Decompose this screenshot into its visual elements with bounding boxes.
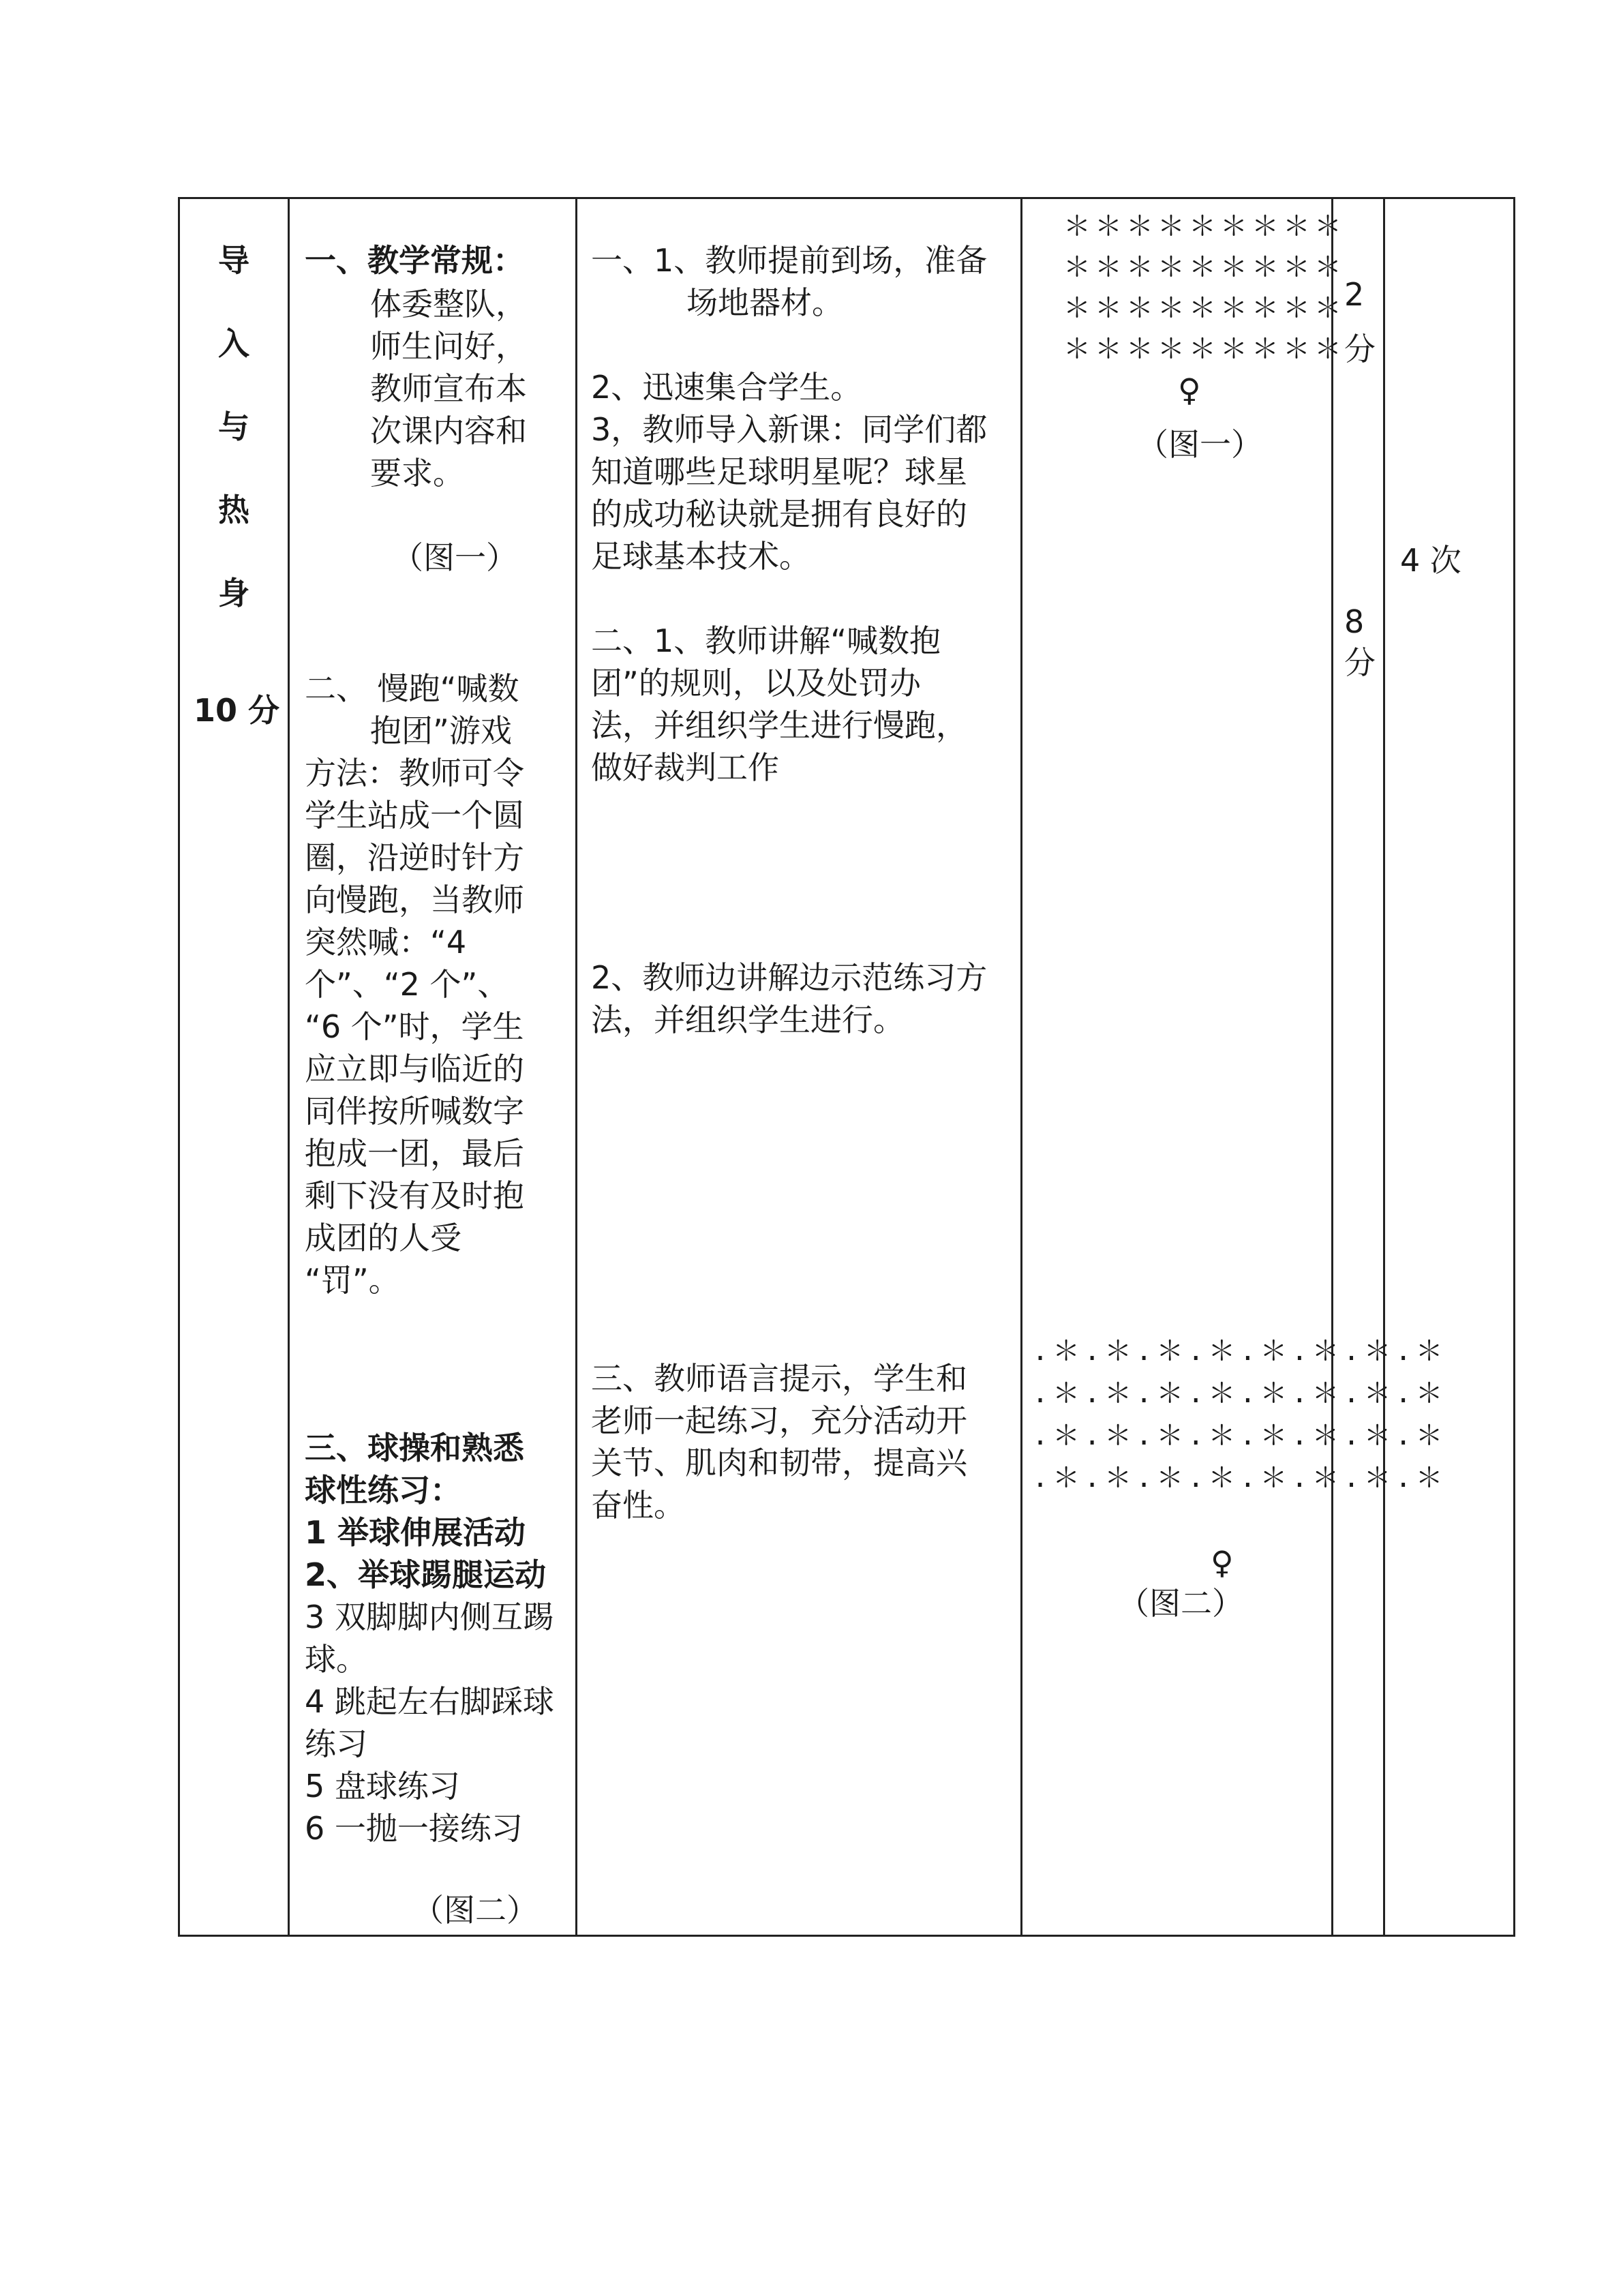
formation-row: ＊＊＊＊＊＊＊＊＊ — [1063, 211, 1346, 242]
lesson-table — [178, 197, 1515, 1937]
teacher-line: 法，并组织学生进行慢跑， — [591, 707, 967, 744]
teacher-line: 2、迅速集合学生。 — [591, 369, 862, 406]
teacher-line: 奋性。 — [591, 1487, 685, 1524]
section-char: 导 — [218, 242, 249, 279]
teacher-line: 场地器材。 — [686, 284, 843, 321]
teacher-line: 法，并组织学生进行。 — [591, 1001, 905, 1038]
formation-caption: （图二） — [1118, 1585, 1243, 1622]
teacher-line: 的成功秘诀就是拥有良好的 — [591, 496, 967, 532]
part1-line: 师生问好， — [370, 328, 527, 365]
time-value: 2 — [1344, 276, 1365, 313]
teacher-line: 3，教师导入新课：同学们都 — [591, 411, 988, 448]
teacher-line: 2、教师边讲解边示范练习方 — [591, 959, 988, 996]
teacher-line: 团”的规则，以及处罚办 — [591, 665, 921, 701]
part1-line: 要求。 — [370, 455, 464, 492]
teacher-line: 关节、肌肉和韧带，提高兴 — [591, 1445, 967, 1481]
teacher-position-icon: ♀ — [1178, 372, 1201, 408]
formation-row: ＊＊＊＊＊＊＊＊＊ — [1063, 292, 1346, 324]
part2-line: “罚”。 — [305, 1262, 400, 1299]
times-cell — [1385, 199, 1515, 1935]
time-cell — [1333, 199, 1383, 1935]
part3-item: 球。 — [305, 1641, 367, 1678]
content-cell — [290, 199, 575, 1935]
part3-item: 5 盘球练习 — [305, 1768, 460, 1804]
part1-line: 体委整队， — [370, 286, 527, 322]
section-duration: 10 分 — [194, 692, 280, 729]
part2-line: 圈，沿逆时针方 — [305, 839, 524, 876]
teacher-line: 足球基本技术。 — [591, 538, 810, 575]
part2-line: “6 个”时，学生 — [305, 1008, 524, 1045]
formation-row: .＊.＊.＊.＊.＊.＊.＊.＊ — [1032, 1335, 1447, 1367]
part3-item: 练习 — [305, 1725, 367, 1762]
part3-item: 4 跳起左右脚踩球 — [305, 1683, 554, 1720]
section-char: 身 — [218, 575, 249, 611]
section-char: 与 — [218, 408, 249, 445]
section-char: 入 — [218, 325, 249, 362]
teacher-line: 一、1、教师提前到场，准备 — [591, 242, 988, 279]
part1-line: 次课内容和 — [370, 412, 527, 449]
part3-title: 三、球操和熟悉 — [305, 1430, 524, 1466]
formation-row: .＊.＊.＊.＊.＊.＊.＊.＊ — [1032, 1420, 1447, 1451]
part2-line: 应立即与临近的 — [305, 1051, 524, 1087]
part3-item: 3 双脚脚内侧互踢 — [305, 1599, 554, 1635]
part2-line: 二、 慢跑“喊数 — [305, 670, 519, 707]
formation-row: ＊＊＊＊＊＊＊＊＊ — [1063, 252, 1346, 283]
part1-figure-caption: （图一） — [392, 539, 517, 576]
teacher-line: 三、教师语言提示，学生和 — [591, 1360, 967, 1397]
teacher-line: 二、1、教师讲解“喊数抱 — [591, 622, 941, 659]
teacher-line: 做好裁判工作 — [591, 749, 779, 786]
part2-line: 剩下没有及时抱 — [305, 1177, 524, 1214]
part2-line: 抱团”游戏 — [370, 712, 512, 749]
section-char: 热 — [218, 492, 249, 528]
time-unit: 分 — [1344, 331, 1376, 367]
formation-row: .＊.＊.＊.＊.＊.＊.＊.＊ — [1032, 1378, 1447, 1409]
section-cell — [180, 199, 288, 1935]
part2-line: 个”、“2 个”、 — [305, 966, 509, 1003]
formation-caption: （图一） — [1137, 426, 1262, 463]
part2-line: 抱成一团，最后 — [305, 1135, 524, 1172]
part2-line: 向慢跑，当教师 — [305, 881, 524, 918]
part3-figure-caption: （图二） — [412, 1892, 538, 1929]
time-unit: 分 — [1344, 644, 1376, 681]
teacher-cell — [577, 199, 1020, 1935]
part2-line: 学生站成一个圆 — [305, 797, 524, 834]
part2-line: 突然喊：“4 — [305, 924, 467, 961]
part2-line: 成团的人受 — [305, 1220, 461, 1256]
times-count: 4 次 — [1400, 542, 1461, 579]
time-value: 8 — [1344, 603, 1365, 640]
part3-item: 2、举球踢腿运动 — [305, 1556, 547, 1593]
part2-line: 同伴按所喊数字 — [305, 1093, 524, 1130]
part2-line: 方法：教师可令 — [305, 755, 524, 791]
part3-title: 球性练习： — [305, 1472, 461, 1509]
teacher-line: 知道哪些足球明星呢？球星 — [591, 453, 967, 490]
part1-title: 一、教学常规： — [305, 242, 524, 279]
formation-row: ＊＊＊＊＊＊＊＊＊ — [1063, 333, 1346, 365]
formation-row: .＊.＊.＊.＊.＊.＊.＊.＊ — [1032, 1462, 1447, 1494]
teacher-position-icon: ♀ — [1211, 1544, 1234, 1581]
part1-line: 教师宣布本 — [370, 370, 527, 407]
teacher-line: 老师一起练习，充分活动开 — [591, 1402, 967, 1439]
part3-item: 6 一抛一接练习 — [305, 1810, 523, 1847]
part3-item: 1 举球伸展活动 — [305, 1514, 526, 1551]
